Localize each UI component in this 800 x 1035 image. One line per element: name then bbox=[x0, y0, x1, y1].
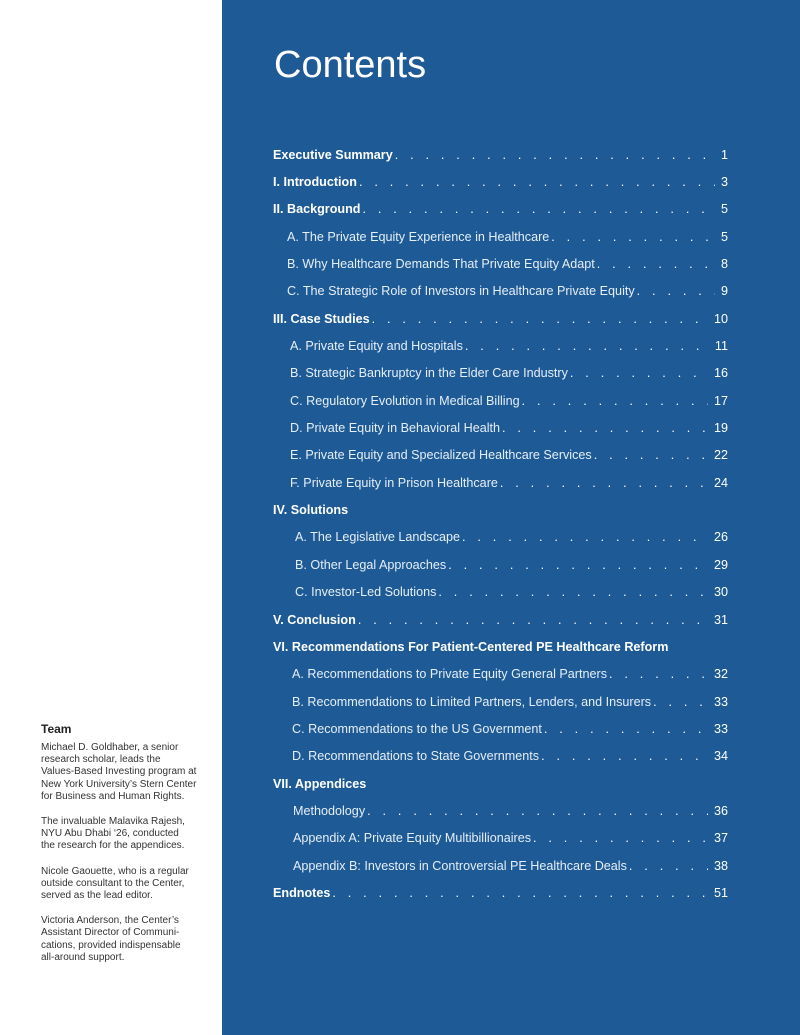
toc-entry-page-number: 5 bbox=[720, 202, 728, 217]
toc-entry-label: C. The Strategic Role of Investors in Healthcare Private Equity bbox=[287, 284, 635, 299]
toc-entry-page-number: 30 bbox=[713, 585, 728, 600]
toc-dot-leader bbox=[438, 585, 708, 599]
toc-entry[interactable] bbox=[273, 442, 728, 469]
toc-entry-label: Methodology bbox=[293, 803, 366, 818]
toc-entry-page-number: 11 bbox=[714, 339, 728, 354]
table-of-contents bbox=[273, 141, 728, 907]
toc-entry-page-number: 26 bbox=[713, 530, 728, 545]
toc-entry[interactable] bbox=[273, 387, 728, 414]
toc-entry[interactable] bbox=[273, 250, 728, 277]
toc-entry-page-number: 9 bbox=[720, 284, 728, 299]
team-section bbox=[41, 722, 211, 977]
toc-entry-label: B. Recommendations to Limited Partners, Lenders, and Insurers bbox=[292, 694, 652, 709]
toc-entry-label: B. Why Healthcare Demands That Private Equity Adapt bbox=[287, 257, 595, 272]
toc-entry-page-number: 24 bbox=[713, 475, 728, 490]
toc-entry-page-number: 36 bbox=[713, 803, 728, 818]
toc-entry-page-number: 34 bbox=[713, 749, 728, 764]
toc-entry-label: A. The Legislative Landscape bbox=[295, 530, 460, 545]
toc-entry[interactable] bbox=[273, 524, 728, 551]
toc-entry-page-number: 33 bbox=[713, 694, 728, 709]
toc-entry-label: F. Private Equity in Prison Healthcare bbox=[290, 475, 498, 490]
toc-entry-page-number: 19 bbox=[713, 421, 728, 436]
team-paragraph: Nicole Gaouette, who is a regular outside consultant to the Center, served as the lead editor. bbox=[41, 865, 189, 902]
left-column bbox=[0, 0, 222, 1035]
toc-entry-label: C. Investor-Led Solutions bbox=[295, 585, 437, 600]
toc-entry-label: IV. Solutions bbox=[273, 503, 349, 518]
toc-entry-label: Appendix A: Private Equity Multibillionaires bbox=[293, 831, 532, 846]
toc-entry-page-number: 10 bbox=[713, 311, 728, 326]
toc-entry[interactable] bbox=[273, 633, 728, 660]
toc-entry-page-number: 16 bbox=[713, 366, 728, 381]
toc-entry[interactable] bbox=[273, 770, 728, 797]
toc-entry[interactable] bbox=[273, 414, 728, 441]
toc-entry[interactable] bbox=[273, 797, 728, 824]
team-paragraph: Michael D. Goldhaber, a senior research scholar, leads the Values-Based Investing program at New York University’s Stern Center for Business and Human Rights. bbox=[41, 742, 197, 802]
toc-entry[interactable] bbox=[273, 606, 728, 633]
toc-entry-label: VII. Appendices bbox=[273, 776, 367, 791]
toc-entry-page-number: 37 bbox=[713, 831, 728, 846]
toc-entry-page-number: 17 bbox=[713, 393, 728, 408]
toc-dot-leader bbox=[653, 695, 708, 709]
toc-entry-page-number: 32 bbox=[713, 667, 728, 682]
toc-dot-leader bbox=[500, 476, 708, 490]
toc-entry-label: C. Recommendations to the US Government bbox=[292, 721, 542, 736]
toc-entry-label: B. Strategic Bankruptcy in the Elder Care Industry bbox=[290, 366, 568, 381]
toc-dot-leader bbox=[544, 722, 708, 736]
toc-entry-label: Endnotes bbox=[273, 885, 331, 900]
toc-entry[interactable] bbox=[273, 743, 728, 770]
toc-entry-label: B. Other Legal Approaches bbox=[295, 557, 447, 572]
toc-dot-leader bbox=[448, 558, 708, 572]
toc-entry[interactable] bbox=[273, 715, 728, 742]
toc-entry-page-number: 3 bbox=[720, 175, 728, 190]
toc-entry[interactable] bbox=[273, 141, 728, 168]
toc-dot-leader bbox=[522, 394, 708, 408]
toc-entry-label: E. Private Equity and Specialized Healthcare Services bbox=[290, 448, 592, 463]
toc-dot-leader bbox=[395, 148, 715, 162]
toc-entry-label: C. Regulatory Evolution in Medical Billing bbox=[290, 393, 520, 408]
toc-entry-label: D. Private Equity in Behavioral Health bbox=[290, 421, 500, 436]
toc-entry[interactable] bbox=[273, 305, 728, 332]
toc-entry-page-number: 5 bbox=[720, 229, 728, 244]
team-heading: Team bbox=[41, 722, 72, 736]
toc-dot-leader bbox=[332, 886, 708, 900]
toc-entry[interactable] bbox=[273, 332, 728, 359]
toc-entry-label: D. Recommendations to State Governments bbox=[292, 749, 540, 764]
toc-entry-label: II. Background bbox=[273, 202, 361, 217]
toc-dot-leader bbox=[372, 312, 708, 326]
toc-entry[interactable] bbox=[273, 579, 728, 606]
toc-entry-label: V. Conclusion bbox=[273, 612, 356, 627]
toc-entry-label: III. Case Studies bbox=[273, 311, 370, 326]
toc-dot-leader bbox=[502, 421, 708, 435]
toc-entry[interactable] bbox=[273, 469, 728, 496]
team-paragraph: The invaluable Malavika Rajesh, NYU Abu Dhabi ‘26, conducted the research for the appendices. bbox=[41, 816, 185, 852]
toc-dot-leader bbox=[367, 804, 708, 818]
toc-entry[interactable] bbox=[273, 661, 728, 688]
toc-dot-leader bbox=[533, 831, 708, 845]
toc-entry[interactable] bbox=[273, 360, 728, 387]
toc-entry-page-number: 51 bbox=[713, 885, 728, 900]
contents-panel bbox=[222, 0, 800, 1035]
page-title: Contents bbox=[274, 44, 427, 86]
toc-dot-leader bbox=[551, 230, 715, 244]
toc-dot-leader bbox=[609, 667, 708, 681]
toc-entry[interactable] bbox=[273, 825, 728, 852]
toc-dot-leader bbox=[465, 339, 709, 353]
toc-entry-label: A. Recommendations to Private Equity General Partners bbox=[292, 667, 607, 682]
toc-dot-leader bbox=[597, 257, 715, 271]
toc-entry-label: VI. Recommendations For Patient-Centered PE Healthcare Reform bbox=[273, 639, 669, 654]
toc-entry[interactable] bbox=[273, 496, 728, 523]
toc-entry-label: A. Private Equity and Hospitals bbox=[290, 339, 463, 354]
toc-dot-leader bbox=[358, 613, 708, 627]
toc-entry-label: I. Introduction bbox=[273, 175, 357, 190]
toc-entry-label: Appendix B: Investors in Controversial PE Healthcare Deals bbox=[293, 858, 627, 873]
toc-dot-leader bbox=[570, 366, 708, 380]
toc-entry-page-number: 38 bbox=[713, 858, 728, 873]
toc-entry-page-number: 33 bbox=[713, 721, 728, 736]
toc-entry-page-number: 8 bbox=[720, 257, 728, 272]
toc-dot-leader bbox=[637, 284, 715, 298]
toc-dot-leader bbox=[541, 749, 708, 763]
team-paragraph: Victoria Anderson, the Center’s Assistant Director of Communi- cations, provided indispensable all-around support. bbox=[41, 915, 181, 963]
toc-entry[interactable] bbox=[273, 278, 728, 305]
toc-dot-leader bbox=[629, 859, 708, 873]
toc-dot-leader bbox=[362, 202, 715, 216]
toc-entry[interactable] bbox=[273, 852, 728, 879]
toc-entry-page-number: 31 bbox=[713, 612, 728, 627]
toc-dot-leader bbox=[594, 448, 708, 462]
toc-entry-label: Executive Summary bbox=[273, 147, 393, 162]
toc-dot-leader bbox=[359, 175, 715, 189]
toc-entry[interactable] bbox=[273, 223, 728, 250]
toc-entry-label: A. The Private Equity Experience in Healthcare bbox=[287, 229, 550, 244]
toc-entry[interactable] bbox=[273, 551, 728, 578]
toc-entry[interactable] bbox=[273, 168, 728, 195]
toc-entry-page-number: 1 bbox=[720, 147, 728, 162]
toc-entry[interactable] bbox=[273, 196, 728, 223]
toc-entry-page-number: 22 bbox=[713, 448, 728, 463]
toc-entry[interactable] bbox=[273, 688, 728, 715]
toc-entry[interactable] bbox=[273, 879, 728, 906]
toc-dot-leader bbox=[462, 530, 708, 544]
toc-entry-page-number: 29 bbox=[713, 557, 728, 572]
